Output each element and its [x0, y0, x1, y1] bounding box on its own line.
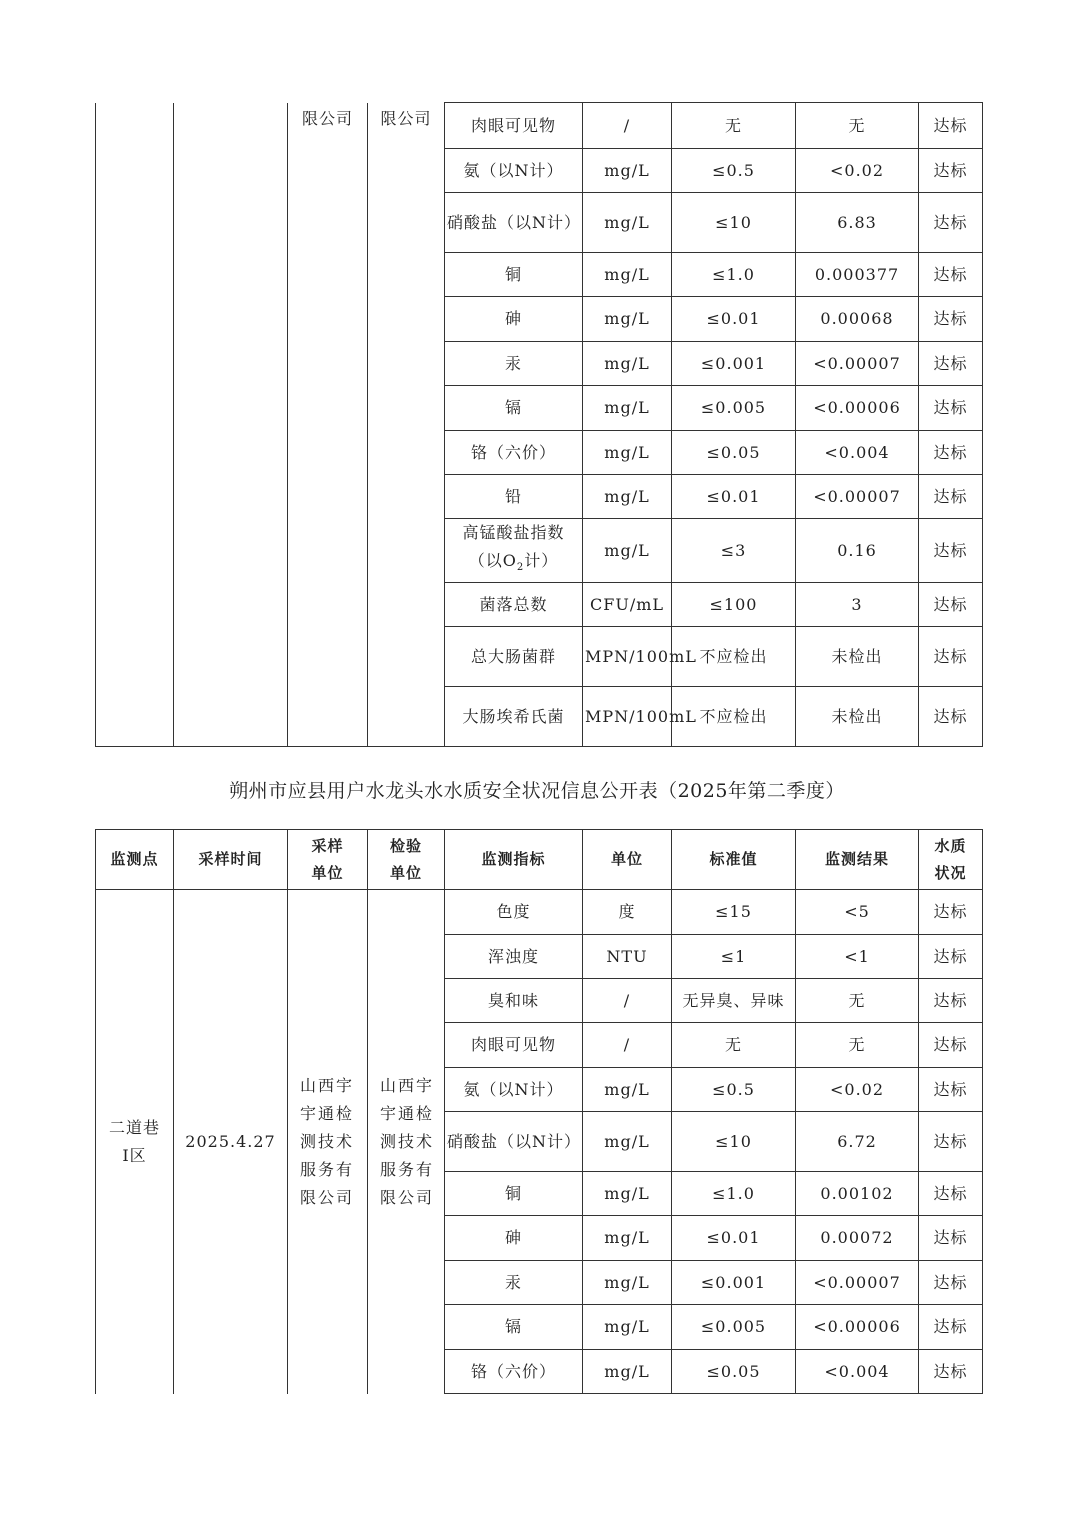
result-cell: <5 [796, 890, 919, 935]
indicator-cell: 高锰酸盐指数 （以$O_2$计） [445, 519, 583, 583]
water-quality-table [95, 829, 983, 1394]
status-cell: 达标 [919, 103, 983, 149]
result-cell: <0.00007 [796, 1261, 919, 1305]
status-cell: 达标 [919, 193, 983, 253]
standard-cell: ≤1.0 [672, 253, 796, 297]
status-cell: 达标 [919, 519, 983, 583]
header-unit: 单位 [583, 830, 672, 890]
unit-cell: 度 [583, 890, 672, 935]
unit-cell: mg/L [583, 193, 672, 253]
indicator-cell: 色度 [445, 890, 583, 935]
indicator-cell: 镉 [445, 1305, 583, 1350]
indicator-cell: 肉眼可见物 [445, 103, 583, 149]
standard-cell: ≤10 [672, 1112, 796, 1172]
indicator-cell: 大肠埃希氏菌 [445, 687, 583, 747]
indicator-cell: 硝酸盐（以N计） [445, 193, 583, 253]
standard-cell: ≤15 [672, 890, 796, 935]
header-result: 监测结果 [796, 830, 919, 890]
status-cell: 达标 [919, 475, 983, 519]
table-row [96, 103, 983, 149]
unit-cell: mg/L [583, 149, 672, 193]
result-cell: 0.000377 [796, 253, 919, 297]
indicator-cell: 砷 [445, 297, 583, 342]
result-cell: <0.02 [796, 1068, 919, 1112]
standard-cell: ≤0.005 [672, 386, 796, 431]
status-cell: 达标 [919, 1350, 983, 1394]
indicator-cell: 砷 [445, 1216, 583, 1261]
status-cell: 达标 [919, 979, 983, 1023]
result-cell: 未检出 [796, 627, 919, 687]
unit-cell: MPN/100mL [583, 687, 672, 747]
indicator-cell: 铬（六价） [445, 1350, 583, 1394]
indicator-cell: 铅 [445, 475, 583, 519]
unit-cell: mg/L [583, 431, 672, 475]
indicator-cell: 浑浊度 [445, 935, 583, 979]
result-cell: <0.00007 [796, 342, 919, 386]
header-testing-unit: 检验单位 [368, 830, 445, 890]
site-cell-blank [96, 103, 174, 747]
header-status: 水质状况 [919, 830, 983, 890]
status-cell: 达标 [919, 386, 983, 431]
standard-cell: ≤0.001 [672, 1261, 796, 1305]
testing-unit-cell: 山西宇宇通检测技术服务有限公司 [368, 890, 445, 1394]
indicator-cell: 氨（以N计） [445, 149, 583, 193]
unit-cell: mg/L [583, 297, 672, 342]
header-standard: 标准值 [672, 830, 796, 890]
unit-cell: mg/L [583, 519, 672, 583]
result-cell: 无 [796, 103, 919, 149]
status-cell: 达标 [919, 1216, 983, 1261]
indicator-cell: 臭和味 [445, 979, 583, 1023]
status-cell: 达标 [919, 342, 983, 386]
standard-cell: ≤0.05 [672, 1350, 796, 1394]
unit-cell: / [583, 979, 672, 1023]
status-cell: 达标 [919, 627, 983, 687]
indicator-cell: 总大肠菌群 [445, 627, 583, 687]
status-cell: 达标 [919, 1261, 983, 1305]
standard-cell: ≤3 [672, 519, 796, 583]
unit-cell: / [583, 1023, 672, 1068]
result-cell: 0.16 [796, 519, 919, 583]
standard-cell: 不应检出 [672, 627, 796, 687]
result-cell: <0.02 [796, 149, 919, 193]
table-row [96, 890, 983, 935]
unit-cell: mg/L [583, 253, 672, 297]
header-site: 监测点 [96, 830, 174, 890]
indicator-cell: 肉眼可见物 [445, 1023, 583, 1068]
standard-cell: ≤0.01 [672, 1216, 796, 1261]
testing-unit-cell: 限公司 [368, 103, 445, 747]
status-cell: 达标 [919, 1068, 983, 1112]
unit-cell: mg/L [583, 342, 672, 386]
standard-cell: ≤100 [672, 583, 796, 627]
status-cell: 达标 [919, 687, 983, 747]
result-cell: 0.00068 [796, 297, 919, 342]
result-cell: 无 [796, 979, 919, 1023]
standard-cell: ≤0.05 [672, 431, 796, 475]
unit-cell: mg/L [583, 1305, 672, 1350]
standard-cell: 无 [672, 1023, 796, 1068]
indicator-cell: 镉 [445, 386, 583, 431]
result-cell: <0.00007 [796, 475, 919, 519]
standard-cell: ≤1 [672, 935, 796, 979]
continued-results-table [95, 102, 983, 747]
result-cell: 0.00072 [796, 1216, 919, 1261]
status-cell: 达标 [919, 583, 983, 627]
unit-cell: mg/L [583, 1350, 672, 1394]
indicator-cell: 氨（以N计） [445, 1068, 583, 1112]
unit-cell: mg/L [583, 386, 672, 431]
result-cell: 6.72 [796, 1112, 919, 1172]
site-cell: 二道巷I区 [96, 890, 174, 1394]
table-title: 朔州市应县用户水龙头水水质安全状况信息公开表（2025年第二季度） [229, 780, 845, 802]
indicator-cell: 硝酸盐（以N计） [445, 1112, 583, 1172]
status-cell: 达标 [919, 253, 983, 297]
status-cell: 达标 [919, 935, 983, 979]
result-cell: 无 [796, 1023, 919, 1068]
standard-cell: ≤0.5 [672, 149, 796, 193]
status-cell: 达标 [919, 1305, 983, 1350]
sampling-unit-cell: 山西宇宇通检测技术服务有限公司 [288, 890, 368, 1394]
status-cell: 达标 [919, 297, 983, 342]
unit-cell: mg/L [583, 1068, 672, 1112]
indicator-cell: 铬（六价） [445, 431, 583, 475]
status-cell: 达标 [919, 149, 983, 193]
unit-cell: MPN/100mL [583, 627, 672, 687]
result-cell: <0.00006 [796, 386, 919, 431]
standard-cell: ≤0.01 [672, 297, 796, 342]
result-cell: 6.83 [796, 193, 919, 253]
header-time: 采样时间 [174, 830, 288, 890]
header-indicator: 监测指标 [445, 830, 583, 890]
unit-cell: mg/L [583, 1216, 672, 1261]
unit-cell: CFU/mL [583, 583, 672, 627]
status-cell: 达标 [919, 1023, 983, 1068]
status-cell: 达标 [919, 1112, 983, 1172]
status-cell: 达标 [919, 431, 983, 475]
result-cell: 0.00102 [796, 1172, 919, 1216]
standard-cell: ≤0.5 [672, 1068, 796, 1112]
unit-cell: NTU [583, 935, 672, 979]
time-cell: 2025.4.27 [174, 890, 288, 1394]
standard-cell: ≤10 [672, 193, 796, 253]
indicator-cell: 汞 [445, 342, 583, 386]
result-cell: 未检出 [796, 687, 919, 747]
result-cell: <0.004 [796, 431, 919, 475]
unit-cell: mg/L [583, 475, 672, 519]
standard-cell: ≤1.0 [672, 1172, 796, 1216]
result-cell: <1 [796, 935, 919, 979]
standard-cell: 无 [672, 103, 796, 149]
time-cell-blank [174, 103, 288, 747]
standard-cell: ≤0.01 [672, 475, 796, 519]
standard-cell: ≤0.005 [672, 1305, 796, 1350]
standard-cell: 无异臭、异味 [672, 979, 796, 1023]
unit-cell: / [583, 103, 672, 149]
header-row [96, 830, 983, 890]
unit-cell: mg/L [583, 1261, 672, 1305]
result-cell: <0.004 [796, 1350, 919, 1394]
indicator-cell: 菌落总数 [445, 583, 583, 627]
status-cell: 达标 [919, 1172, 983, 1216]
sampling-unit-cell: 限公司 [288, 103, 368, 747]
indicator-cell: 铜 [445, 1172, 583, 1216]
header-sampling-unit: 采样单位 [288, 830, 368, 890]
result-cell: <0.00006 [796, 1305, 919, 1350]
unit-cell: mg/L [583, 1172, 672, 1216]
status-cell: 达标 [919, 890, 983, 935]
indicator-cell: 汞 [445, 1261, 583, 1305]
standard-cell: 不应检出 [672, 687, 796, 747]
result-cell: 3 [796, 583, 919, 627]
standard-cell: ≤0.001 [672, 342, 796, 386]
indicator-cell: 铜 [445, 253, 583, 297]
unit-cell: mg/L [583, 1112, 672, 1172]
